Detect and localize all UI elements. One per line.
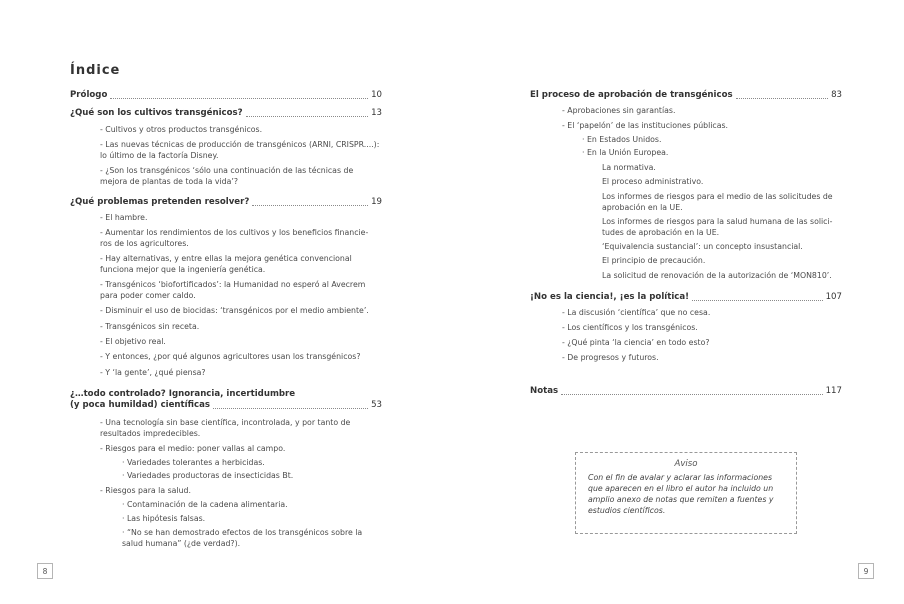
toc-subsubitem: ‘Equivalencia sustancial’: un concepto insustancial. xyxy=(602,242,803,251)
dot-leader xyxy=(736,97,828,99)
dot-leader xyxy=(692,299,823,301)
toc-subitem: - El hambre. xyxy=(100,213,148,222)
toc-subitem: - Riesgos para el medio: poner vallas al campo. xyxy=(100,444,286,453)
toc-label: ¡No es la ciencia!, ¡es la política! xyxy=(530,292,690,302)
toc-subitem: - Las nuevas técnicas de producción de transgénicos (ARNI, CRISPR....): lo último de la factoría Disney. xyxy=(100,140,380,160)
toc-subitem: - Cultivos y otros productos transgénicos. xyxy=(100,125,263,134)
toc-page: 13 xyxy=(371,108,382,118)
toc-label: Prólogo xyxy=(70,90,108,100)
toc-subitem: - ¿Son los transgénicos ‘sólo una continuación de las técnicas de mejora de plantas de toda la vida’? xyxy=(100,166,354,186)
toc-label: ¿…todo controlado? Ignorancia, incertidumbre xyxy=(70,389,296,399)
toc-entry-aprobacion[interactable] xyxy=(530,90,842,101)
toc-subsubitem: El proceso administrativo. xyxy=(602,177,704,186)
toc-subitem: - Transgénicos sin receta. xyxy=(100,322,200,331)
toc-subitem: - Aprobaciones sin garantías. xyxy=(562,106,676,115)
dot-leader xyxy=(252,204,368,206)
toc-subitem: - Disminuir el uso de biocidas: ‘transgénicos por el medio ambiente’. xyxy=(100,306,369,315)
toc-page: 19 xyxy=(371,197,382,207)
dot-leader xyxy=(246,115,368,117)
toc-subitem: - La discusión ‘científica’ que no cesa. xyxy=(562,308,711,317)
notice-body: Con el fin de avalar y aclarar las informaciones que aparecen en el libro el autor ha incluido un amplio anexo de notas que remiten a fuentes y estudios científicos. xyxy=(588,473,774,515)
toc-subitem: - Aumentar los rendimientos de los cultivos y los beneficios financie-ros de los agricultores. xyxy=(100,228,369,248)
toc-entry-prologo[interactable] xyxy=(70,90,382,101)
toc-subitem: - Y entonces, ¿por qué algunos agricultores usan los transgénicos? xyxy=(100,352,361,361)
toc-entry-cultivos[interactable] xyxy=(70,108,382,119)
toc-page: 117 xyxy=(825,386,842,396)
toc-subsubitem: · En Estados Unidos. xyxy=(582,135,662,144)
toc-subsubitem: Los informes de riesgos para la salud humana de las solici-tudes de aprobación en la UE. xyxy=(602,217,833,237)
toc-page: 107 xyxy=(825,292,842,302)
toc-label: Notas xyxy=(530,386,559,396)
page-number-left: 8 xyxy=(37,563,53,579)
toc-subitem: - Y ‘la gente’, ¿qué piensa? xyxy=(100,368,206,377)
toc-subsubitem: Los informes de riesgos para el medio de las solicitudes de aprobación en la UE. xyxy=(602,192,833,212)
index-title: Índice xyxy=(70,63,121,78)
toc-subsubitem: · Contaminación de la cadena alimentaria. xyxy=(122,500,288,509)
toc-label: ¿Qué son los cultivos transgénicos? xyxy=(70,108,243,118)
toc-subitem: - Riesgos para la salud. xyxy=(100,486,191,495)
dot-leader xyxy=(213,407,368,409)
toc-page: 10 xyxy=(371,90,382,100)
toc-label: ¿Qué problemas pretenden resolver? xyxy=(70,197,250,207)
toc-subsubitem: · En la Unión Europea. xyxy=(582,148,669,157)
toc-subsubitem: La normativa. xyxy=(602,163,656,172)
toc-subsubitem: · Variedades tolerantes a herbicidas. xyxy=(122,458,265,467)
page-number-right: 9 xyxy=(858,563,874,579)
toc-subitem: - De progresos y futuros. xyxy=(562,353,659,362)
toc-label: (y poca humildad) científicas xyxy=(70,400,210,410)
toc-page: 53 xyxy=(371,400,382,410)
toc-entry-controlado[interactable] xyxy=(70,389,382,411)
toc-subitem: - ¿Qué pinta ‘la ciencia’ en todo esto? xyxy=(562,338,710,347)
toc-subitem: - El ‘papelón’ de las instituciones públicas. xyxy=(562,121,729,130)
notice-title: Aviso xyxy=(674,459,698,469)
notice-box xyxy=(575,452,797,534)
toc-entry-notas[interactable] xyxy=(530,386,842,397)
toc-subsubitem: · Variedades productoras de insecticidas Bt. xyxy=(122,471,294,480)
toc-subsubitem: · Las hipótesis falsas. xyxy=(122,514,206,523)
toc-subsubitem: El principio de precaución. xyxy=(602,256,706,265)
toc-subitem: - Una tecnología sin base científica, incontrolada, y por tanto de resultados impredecibles. xyxy=(100,418,351,438)
toc-page: 83 xyxy=(831,90,842,100)
toc-entry-politica[interactable] xyxy=(530,292,842,303)
toc-subitem: - Transgénicos ‘biofortificados’: la Humanidad no esperó al Avecrem para poder comer caldo. xyxy=(100,280,366,300)
toc-subitem: - Los científicos y los transgénicos. xyxy=(562,323,698,332)
toc-entry-problemas[interactable] xyxy=(70,197,382,208)
dot-leader xyxy=(561,393,822,395)
toc-subitem: - Hay alternativas, y entre ellas la mejora genética convencional funciona mejor que la ingeniería genética. xyxy=(100,254,352,274)
toc-subitem: - El objetivo real. xyxy=(100,337,166,346)
toc-subsubitem: La solicitud de renovación de la autorización de ‘MON810’. xyxy=(602,271,832,280)
toc-label: El proceso de aprobación de transgénicos xyxy=(530,90,733,100)
dot-leader xyxy=(110,97,368,99)
toc-subsubitem: · “No se han demostrado efectos de los transgénicos sobre la salud humana” (¿de verdad?). xyxy=(122,528,363,548)
